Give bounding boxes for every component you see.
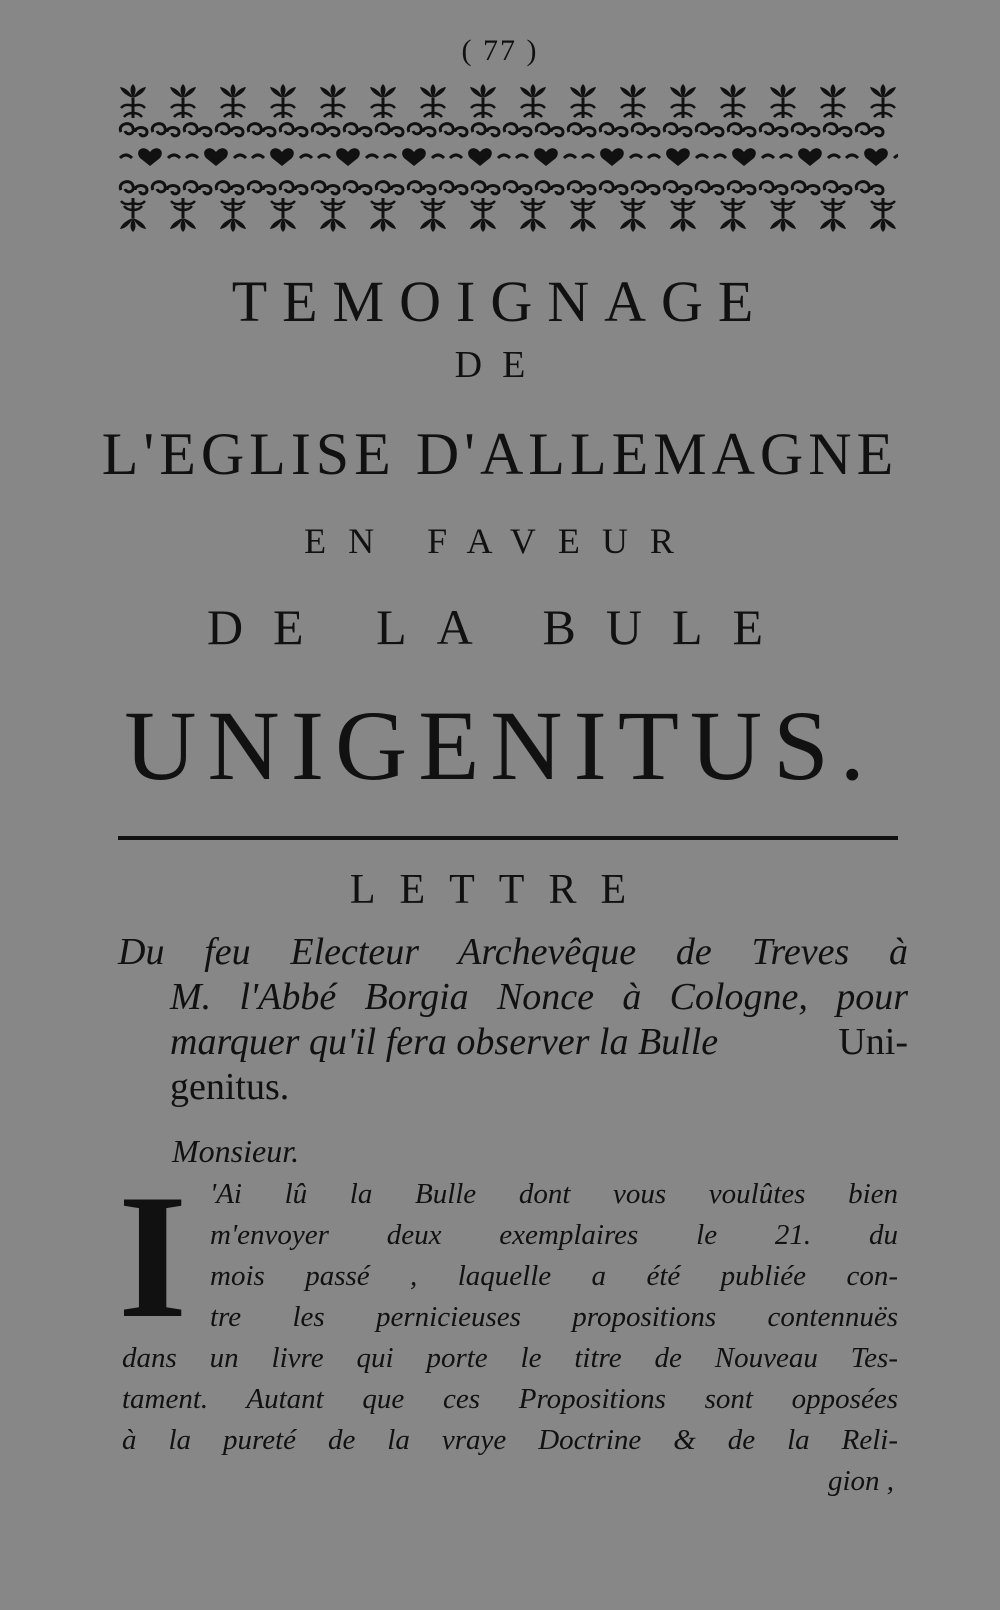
letter-heading: LETTRE (349, 867, 651, 913)
subtitle-line: M. l'Abbé Borgia Nonce à Cologne, pour (170, 976, 908, 1018)
fleuron-band-icon (118, 80, 898, 250)
salutation: Monsieur. (172, 1133, 300, 1169)
title-line-temoignage: TEMOIGNAGE (231, 269, 769, 334)
subtitle-line-roman: Uni- (838, 1021, 908, 1063)
body-line: gion , (828, 1465, 895, 1497)
title-line-de: DE (454, 344, 546, 386)
page-number: ( 77 ) (461, 34, 539, 67)
subtitle-line: genitus. (170, 1066, 290, 1108)
title-line-unigenitus: UNIGENITUS. (124, 690, 876, 801)
body-line: tament. Autant que ces Propositions sont opposées (122, 1383, 898, 1415)
subtitle-line-italic: marquer qu'il fera observer la Bulle (170, 1021, 719, 1063)
drop-cap: I (118, 1157, 188, 1355)
body-line: mois passé , laquelle a été publiée con- (210, 1260, 898, 1292)
title-line-de-la-bule: DE LA BULE (206, 599, 794, 655)
title-line-en-faveur: EN FAVEUR (304, 521, 696, 561)
letter-subtitle (118, 930, 908, 1110)
body-line: dans un livre qui porte le titre de Nouveau Tes- (122, 1342, 898, 1374)
title-line-eglise: L'EGLISE D'ALLEMAGNE (101, 421, 899, 487)
body-line: 'Ai lû la Bulle dont vous voulûtes bien (210, 1178, 898, 1210)
subtitle-line (118, 1020, 908, 1065)
horizontal-rule (118, 836, 898, 840)
body-line: m'envoyer deux exemplaires le 21. du (210, 1219, 898, 1251)
body-line: tre les pernicieuses propositions contennuës (210, 1301, 898, 1333)
subtitle-line: Du feu Electeur Archevêque de Treves à (118, 931, 908, 973)
body-line: à la pureté de la vraye Doctrine & de la Reli- (122, 1424, 898, 1456)
